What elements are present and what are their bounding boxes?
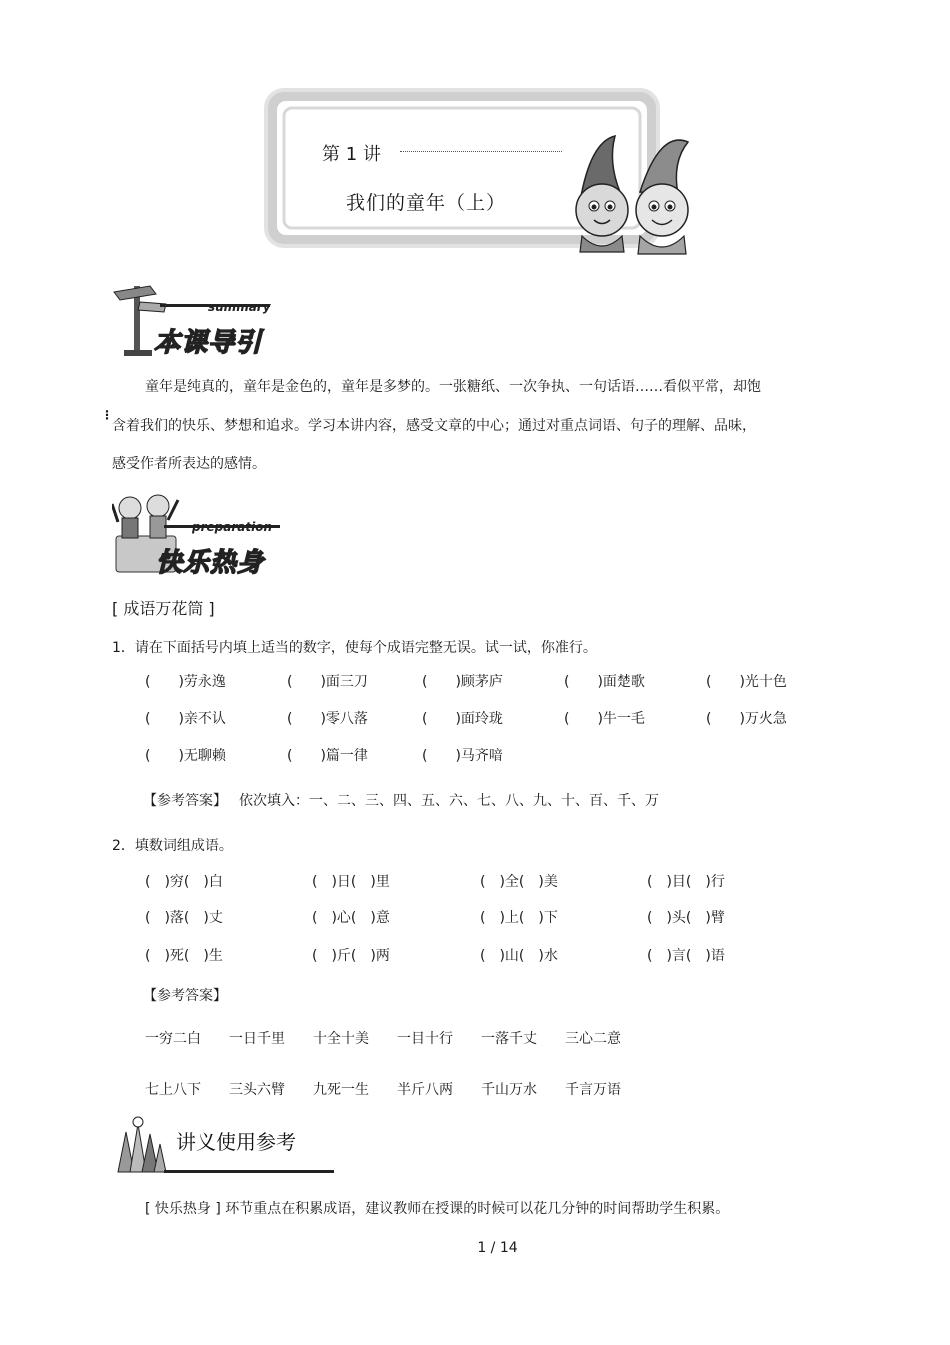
lecture-divider [400, 151, 562, 152]
q1-prompt: 1．请在下面括号内填上适当的数字，使每个成语完整无误。试一试，你准行。 [112, 640, 597, 656]
teacher-notes-title: 讲义使用参考 [176, 1130, 296, 1154]
pencils-icon [112, 1116, 170, 1174]
summary-line-2: 含着我们的快乐、梦想和追求。学习本讲内容，感受文章的中心；通过对重点词语、句子的理解、品味， [112, 418, 756, 434]
q2-answer-item: 三心二意 [565, 1031, 621, 1047]
preparation-title: 快乐热身 [156, 548, 265, 578]
q2-item: ( )死( )生 [145, 948, 223, 964]
q2-answer-item: 一落千丈 [481, 1031, 537, 1047]
q1-item: ( )顾茅庐 [422, 674, 503, 690]
summary-line-1: 童年是纯真的，童年是金色的，童年是多梦的。一张糖纸、一次争执、一句话语……看似平常，却饱 [145, 379, 761, 395]
idiom-section-heading: [ 成语万花筒 ] [112, 599, 215, 618]
q2-answer-item: 十全十美 [313, 1031, 369, 1047]
side-marker: ⋮ [101, 408, 113, 422]
lecture-title: 我们的童年（上） [346, 192, 507, 214]
q2-item: ( )上( )下 [480, 910, 558, 926]
q1-item: ( )马齐喑 [422, 748, 503, 764]
q1-item: ( )篇一律 [287, 748, 368, 764]
q2-item: ( )头( )臂 [647, 910, 725, 926]
q1-item: ( )牛一毛 [564, 711, 645, 727]
q2-item: ( )穷( )白 [145, 874, 223, 890]
q2-prompt: 2．填数词组成语。 [112, 838, 233, 854]
q1-item: ( )零八落 [287, 711, 368, 727]
q1-answer-label: 【参考答案】 [143, 793, 227, 809]
q2-answer-item: 九死一生 [313, 1082, 369, 1098]
summary-line-3: 感受作者所表达的感情。 [112, 456, 266, 472]
lecture-label: 第 1 讲 [322, 144, 381, 165]
q2-item: ( )日( )里 [312, 874, 390, 890]
summary-en-label: summary [208, 300, 271, 314]
preparation-en-label: preparation [192, 520, 272, 534]
q1-item: ( )无聊赖 [145, 748, 226, 764]
q2-answer-item: 半斤八两 [397, 1082, 453, 1098]
mascot-illustration [560, 132, 700, 260]
summary-banner [110, 278, 290, 360]
q2-answer-item: 一日千里 [229, 1031, 285, 1047]
q1-item: ( )万火急 [706, 711, 787, 727]
q2-answer-label: 【参考答案】 [143, 988, 227, 1004]
q2-item: ( )目( )行 [647, 874, 725, 890]
q1-item: ( )面三刀 [287, 674, 368, 690]
q2-answer-item: 一穷二白 [145, 1031, 201, 1047]
q2-item: ( )山( )水 [480, 948, 558, 964]
q2-item: ( )落( )丈 [145, 910, 223, 926]
q2-answer-item: 七上八下 [145, 1082, 201, 1098]
q2-answer-item: 千言万语 [565, 1082, 621, 1098]
teacher-notes-rule [164, 1170, 334, 1173]
q2-item: ( )全( )美 [480, 874, 558, 890]
q1-item: ( )劳永逸 [145, 674, 226, 690]
page-number: 1 / 14 [477, 1240, 518, 1256]
teacher-notes-banner [112, 1116, 337, 1176]
q2-item: ( )言( )语 [647, 948, 725, 964]
q2-item: ( )斤( )两 [312, 948, 390, 964]
q1-item: ( )亲不认 [145, 711, 226, 727]
q2-answer-item: 一目十行 [397, 1031, 453, 1047]
preparation-banner [112, 490, 292, 578]
q1-item: ( )面楚歌 [564, 674, 645, 690]
q2-answer-item: 千山万水 [481, 1082, 537, 1098]
teacher-notes-text: [ 快乐热身 ] 环节重点在积累成语，建议教师在授课的时候可以花几分钟的时间帮助学生积累。 [145, 1201, 730, 1217]
q2-item: ( )心( )意 [312, 910, 390, 926]
q1-item: ( )光十色 [706, 674, 787, 690]
summary-title: 本课导引 [154, 328, 263, 358]
q1-item: ( )面玲珑 [422, 711, 503, 727]
q1-answer-text: 依次填入：一、二、三、四、五、六、七、八、九、十、百、千、万 [239, 793, 659, 809]
q2-answer-item: 三头六臂 [229, 1082, 285, 1098]
